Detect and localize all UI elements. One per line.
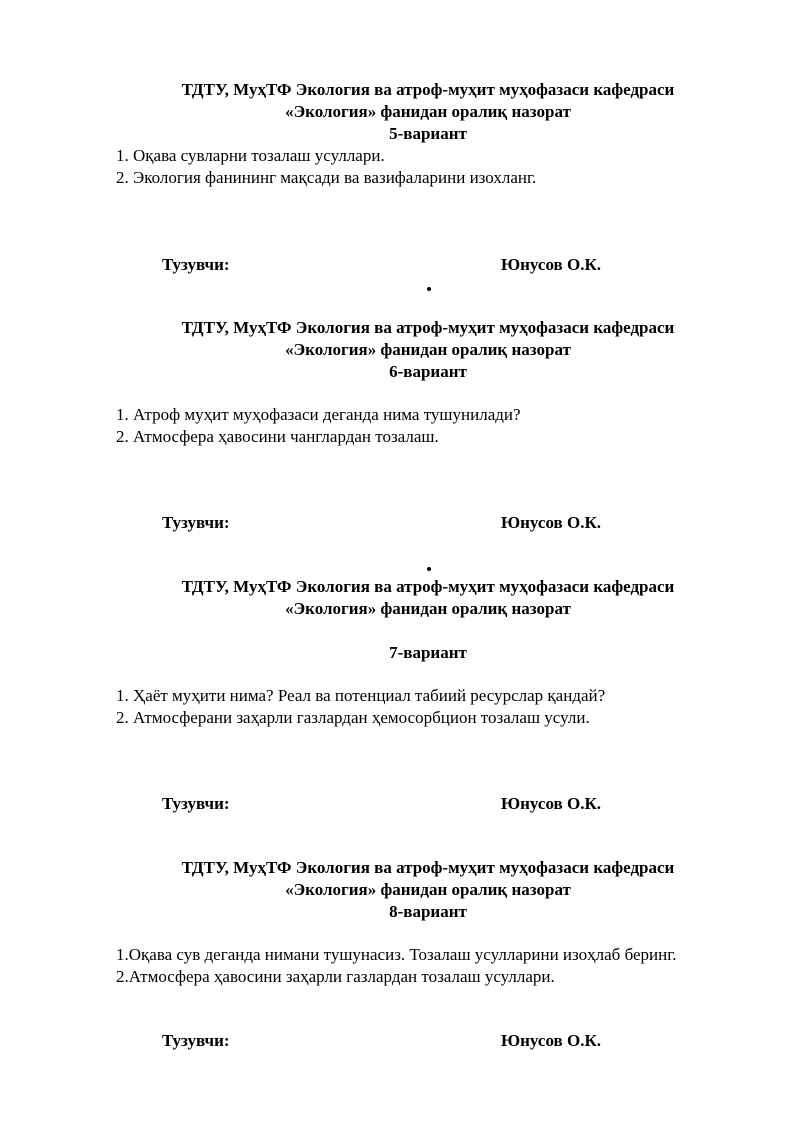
compiler-name: Юнусов О.К. [501,794,602,813]
question-2: 2. Атмосферани заҳарли газлардан ҳемосорбцион тозалаш усули. [116,708,590,727]
variant-title: 7-вариант [389,643,467,662]
variant-title: 8-вариант [389,902,467,921]
question-1: 1. Атроф муҳит муҳофазаси деганда нима тушунилади? [116,405,521,424]
compiler-label: Тузувчи: [162,513,230,532]
separator-dot [427,287,431,291]
question-1: 1. Ҳаёт муҳити нима? Реал ва потенциал табиий ресурслар қандай? [116,686,606,705]
compiler-name: Юнусов О.К. [501,1031,602,1050]
question-1: 1. Оқава сувларни тозалаш усуллари. [116,146,385,165]
header-line-1: ТДТУ, МуҳТФ Экология ва атроф-муҳит муҳофазаси кафедраси [181,80,675,99]
question-2: 2.Атмосфера ҳавосини заҳарли газлардан тозалаш усуллари. [116,967,555,986]
header-line-1: ТДТУ, МуҳТФ Экология ва атроф-муҳит муҳофазаси кафедраси [181,858,675,877]
question-2: 2. Экология фанининг мақсади ва вазифаларини изохланг. [116,168,537,187]
compiler-name: Юнусов О.К. [501,513,602,532]
question-2: 2. Атмосфера ҳавосини чанглардан тозалаш. [116,427,439,446]
compiler-name: Юнусов О.К. [501,255,602,274]
header-line-2: «Экология» фанидан оралиқ назорат [285,340,571,359]
header-line-2: «Экология» фанидан оралиқ назорат [285,102,571,121]
compiler-label: Тузувчи: [162,1031,230,1050]
compiler-label: Тузувчи: [162,255,230,274]
header-line-1: ТДТУ, МуҳТФ Экология ва атроф-муҳит муҳофазаси кафедраси [181,577,675,596]
separator-dot [427,567,431,571]
compiler-label: Тузувчи: [162,794,230,813]
question-1: 1.Оқава сув деганда нимани тушунасиз. Тозалаш усулларини изоҳлаб беринг. [116,945,677,964]
variant-title: 5-вариант [389,124,467,143]
variant-title: 6-вариант [389,362,467,381]
header-line-1: ТДТУ, МуҳТФ Экология ва атроф-муҳит муҳофазаси кафедраси [181,318,675,337]
header-line-2: «Экология» фанидан оралиқ назорат [285,880,571,899]
header-line-2: «Экология» фанидан оралиқ назорат [285,599,571,618]
